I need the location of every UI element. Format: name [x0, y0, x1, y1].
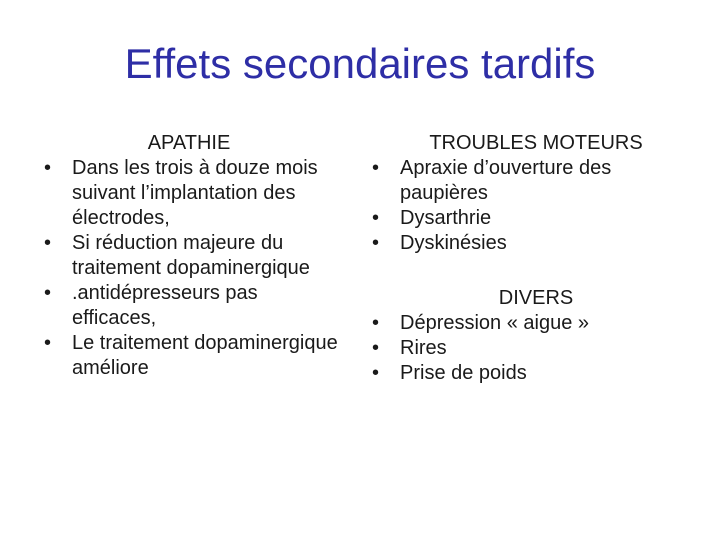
- list-item: • Dysarthrie: [372, 206, 672, 231]
- divers-heading: DIVERS: [498, 287, 574, 309]
- apathie-column: [44, 131, 344, 381]
- list-item: • Dépression « aigue »: [372, 311, 672, 336]
- list-item: • Apraxie d’ouverture des paupières: [372, 156, 672, 206]
- list-item: • Dyskinésies: [372, 231, 672, 256]
- troubles-moteurs-heading: TROUBLES MOTEURS: [429, 132, 643, 154]
- apathie-list: [44, 156, 344, 381]
- list-item: • Le traitement dopaminergique améliore: [44, 331, 344, 381]
- list-item: • Dans les trois à douze mois suivant l’implantation des électrodes,: [44, 156, 344, 231]
- list-item: • Prise de poids: [372, 361, 672, 386]
- section-spacer: [372, 256, 672, 286]
- list-item: • Rires: [372, 336, 672, 361]
- divers-list: [372, 311, 672, 386]
- list-item: • Si réduction majeure du traitement dopaminergique: [44, 231, 344, 281]
- apathie-heading: APATHIE: [147, 132, 231, 154]
- troubles-column: [372, 131, 672, 386]
- slide-title: Effets secondaires tardifs: [124, 40, 596, 87]
- list-item: • .antidépresseurs pas efficaces,: [44, 281, 344, 331]
- troubles-moteurs-list: [372, 156, 672, 256]
